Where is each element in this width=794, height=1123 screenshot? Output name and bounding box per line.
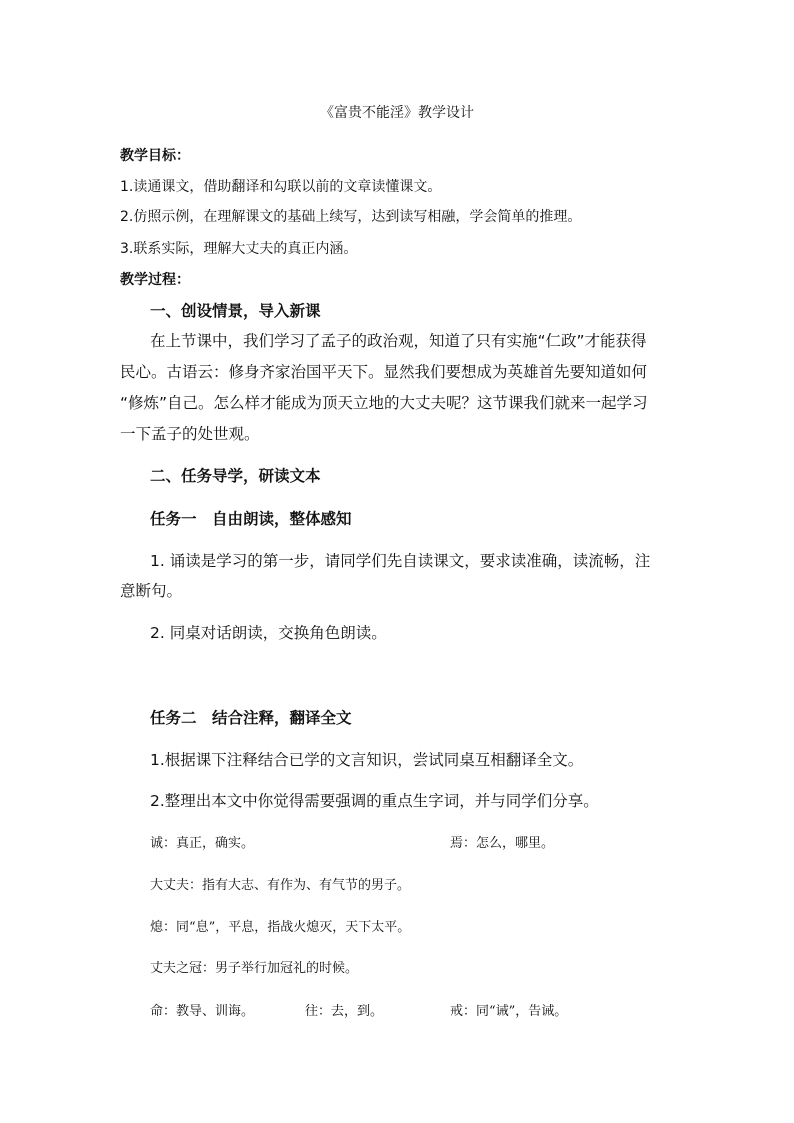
gloss-cheng: 诚：真正，确实。: [150, 836, 255, 851]
objective-item-1: 1.读通课文，借助翻译和勾联以前的文章读懂课文。: [120, 179, 442, 195]
process-heading: 教学过程：: [120, 272, 190, 288]
gloss-guan: 丈夫之冠：男子举行加冠礼的时候。: [150, 961, 359, 976]
objectives-heading: 教学目标：: [120, 148, 190, 164]
task2-item2: 2.整理出本文中你觉得需要强调的重点生字词，并与同学们分享。: [150, 792, 599, 810]
gloss-yan: 焉：怎么，哪里。: [450, 836, 555, 851]
objective-item-3: 3.联系实际，理解大丈夫的真正内涵。: [120, 241, 358, 257]
document-title: 《富贵不能淫》教学设计: [320, 105, 474, 121]
task1-heading: 任务一 自由朗读，整体感知: [150, 510, 352, 528]
gloss-wang: 往：去，到。: [305, 1004, 384, 1019]
section1-paragraph-line-2: 民心。古语云：修身齐家治国平天下。显然我们要想成为英雄首先要知道如何: [120, 363, 648, 381]
gloss-dazhangfu: 大丈夫：指有大志、有作为、有气节的男子。: [150, 878, 411, 893]
objective-item-2: 2.仿照示例，在理解课文的基础上续写，达到读写相融，学会简单的推理。: [120, 209, 582, 225]
task1-item1-line-2: 意断句。: [120, 582, 183, 600]
task1-item1-line-1: 1. 诵读是学习的第一步，请同学们先自读课文，要求读准确，读流畅，注: [150, 552, 651, 570]
gloss-ming: 命：教导、训诲。: [150, 1004, 255, 1019]
gloss-xi: 熄：同“息”，平息，指战火熄灭，天下太平。: [150, 920, 411, 935]
section1-heading: 一、创设情景，导入新课: [150, 302, 321, 320]
task2-item1: 1.根据课下注释结合已学的文言知识，尝试同桌互相翻译全文。: [150, 751, 584, 769]
gloss-jie: 戒：同“诫”，告诫。: [450, 1004, 568, 1019]
section2-heading: 二、任务导学，研读文本: [150, 467, 321, 485]
task2-heading: 任务二 结合注释，翻译全文: [150, 709, 352, 727]
section1-paragraph-line-3: “修炼”自己。怎么样才能成为顶天立地的大丈夫呢？这节课我们就来一起学习: [120, 394, 648, 412]
section1-paragraph-line-1: 在上节课中，我们学习了孟子的政治观，知道了只有实施“仁政”才能获得: [150, 332, 647, 350]
section1-paragraph-line-4: 一下孟子的处世观。: [120, 425, 260, 443]
task1-item2: 2. 同桌对话朗读，交换角色朗读。: [150, 624, 387, 642]
